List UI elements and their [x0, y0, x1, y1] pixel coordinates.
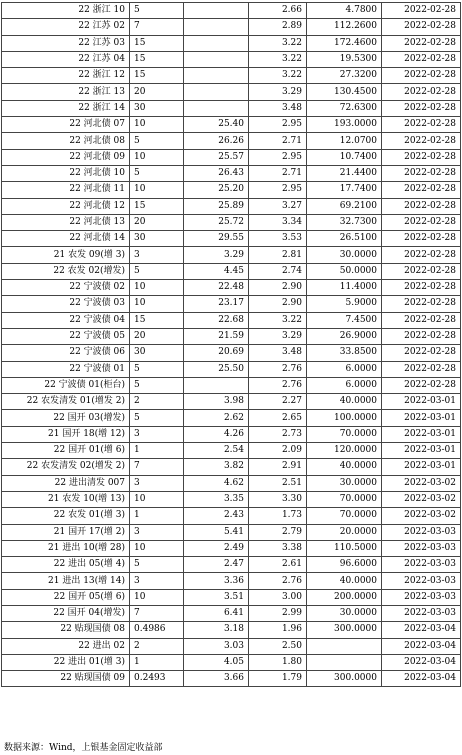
- rate-cell: 2.65: [249, 410, 307, 426]
- price-cell: 23.17: [184, 296, 249, 312]
- rate-cell: 2.71: [249, 133, 307, 149]
- price-cell: 22.48: [184, 280, 249, 296]
- amount-cell: 20.0000: [307, 524, 382, 540]
- bond-name-cell: 22 贴现国债 09: [2, 671, 130, 687]
- amount-cell: 26.5100: [307, 231, 382, 247]
- price-cell: 3.98: [184, 394, 249, 410]
- term-cell: 10: [130, 540, 184, 556]
- table-row: [2, 100, 461, 116]
- date-cell: 2022-02-28: [382, 84, 461, 100]
- term-cell: 10: [130, 117, 184, 133]
- bond-name-cell: 22 宁波债 01(柜台): [2, 377, 130, 393]
- table-row: [2, 312, 461, 328]
- price-cell: 3.35: [184, 491, 249, 507]
- date-cell: 2022-03-02: [382, 491, 461, 507]
- amount-cell: 26.9000: [307, 328, 382, 344]
- date-cell: 2022-02-28: [382, 51, 461, 67]
- rate-cell: 3.27: [249, 198, 307, 214]
- table-row: [2, 573, 461, 589]
- bond-name-cell: 21 国开 18(增 12): [2, 426, 130, 442]
- amount-cell: 300.0000: [307, 671, 382, 687]
- rate-cell: 2.61: [249, 557, 307, 573]
- date-cell: 2022-02-28: [382, 3, 461, 19]
- table-row: [2, 491, 461, 507]
- term-cell: 20: [130, 328, 184, 344]
- amount-cell: 200.0000: [307, 589, 382, 605]
- date-cell: 2022-03-04: [382, 622, 461, 638]
- bond-name-cell: 21 国开 17(增 2): [2, 524, 130, 540]
- price-cell: 4.45: [184, 263, 249, 279]
- term-cell: 3: [130, 426, 184, 442]
- table-row: [2, 214, 461, 230]
- rate-cell: 3.22: [249, 68, 307, 84]
- amount-cell: 110.5000: [307, 540, 382, 556]
- term-cell: 15: [130, 35, 184, 51]
- term-cell: 5: [130, 361, 184, 377]
- term-cell: 10: [130, 296, 184, 312]
- amount-cell: 40.0000: [307, 573, 382, 589]
- date-cell: 2022-02-28: [382, 100, 461, 116]
- date-cell: 2022-02-28: [382, 19, 461, 35]
- amount-cell: 96.6000: [307, 557, 382, 573]
- bond-name-cell: 22 浙江 13: [2, 84, 130, 100]
- bond-name-cell: 22 河北债 14: [2, 231, 130, 247]
- date-cell: 2022-03-04: [382, 654, 461, 670]
- price-cell: [184, 3, 249, 19]
- date-cell: 2022-03-03: [382, 540, 461, 556]
- bond-name-cell: 22 农发 01(增 3): [2, 508, 130, 524]
- table-row: [2, 133, 461, 149]
- term-cell: 30: [130, 231, 184, 247]
- rate-cell: 3.30: [249, 491, 307, 507]
- price-cell: 29.55: [184, 231, 249, 247]
- term-cell: 1: [130, 654, 184, 670]
- table-row: [2, 459, 461, 475]
- bond-name-cell: 22 进出 02: [2, 638, 130, 654]
- price-cell: 26.43: [184, 165, 249, 181]
- amount-cell: 300.0000: [307, 622, 382, 638]
- amount-cell: 40.0000: [307, 394, 382, 410]
- rate-cell: 1.80: [249, 654, 307, 670]
- table-row: [2, 247, 461, 263]
- bond-name-cell: 22 宁波债 02: [2, 280, 130, 296]
- term-cell: 1: [130, 508, 184, 524]
- term-cell: 2: [130, 638, 184, 654]
- bond-name-cell: 22 农发清发 02(增发 2): [2, 459, 130, 475]
- table-row: [2, 557, 461, 573]
- date-cell: 2022-02-28: [382, 231, 461, 247]
- term-cell: 5: [130, 557, 184, 573]
- rate-cell: 3.29: [249, 84, 307, 100]
- table-row: [2, 51, 461, 67]
- bond-name-cell: 22 河北债 11: [2, 182, 130, 198]
- amount-cell: 112.2600: [307, 19, 382, 35]
- amount-cell: 130.4500: [307, 84, 382, 100]
- price-cell: 2.47: [184, 557, 249, 573]
- date-cell: 2022-02-28: [382, 182, 461, 198]
- amount-cell: 33.8500: [307, 345, 382, 361]
- bond-name-cell: 22 江苏 04: [2, 51, 130, 67]
- bond-name-cell: 22 宁波债 03: [2, 296, 130, 312]
- date-cell: 2022-02-28: [382, 328, 461, 344]
- term-cell: 5: [130, 263, 184, 279]
- term-cell: 15: [130, 312, 184, 328]
- table-row: [2, 410, 461, 426]
- price-cell: 3.36: [184, 573, 249, 589]
- rate-cell: 3.22: [249, 35, 307, 51]
- price-cell: 26.26: [184, 133, 249, 149]
- price-cell: 3.82: [184, 459, 249, 475]
- date-cell: 2022-03-03: [382, 605, 461, 621]
- date-cell: 2022-03-04: [382, 671, 461, 687]
- term-cell: 15: [130, 51, 184, 67]
- amount-cell: 70.0000: [307, 491, 382, 507]
- price-cell: 25.57: [184, 149, 249, 165]
- rate-cell: 3.22: [249, 312, 307, 328]
- date-cell: 2022-03-01: [382, 394, 461, 410]
- amount-cell: 12.0700: [307, 133, 382, 149]
- term-cell: 10: [130, 149, 184, 165]
- date-cell: 2022-03-03: [382, 589, 461, 605]
- table-row: [2, 182, 461, 198]
- term-cell: 5: [130, 410, 184, 426]
- term-cell: 30: [130, 100, 184, 116]
- bond-name-cell: 22 浙江 10: [2, 3, 130, 19]
- table-row: [2, 605, 461, 621]
- rate-cell: 1.73: [249, 508, 307, 524]
- bond-name-cell: 22 宁波债 06: [2, 345, 130, 361]
- table-row: [2, 296, 461, 312]
- bond-name-cell: 22 河北债 07: [2, 117, 130, 133]
- amount-cell: 120.0000: [307, 443, 382, 459]
- date-cell: 2022-03-01: [382, 410, 461, 426]
- rate-cell: 2.79: [249, 524, 307, 540]
- rate-cell: 3.48: [249, 345, 307, 361]
- amount-cell: 17.7400: [307, 182, 382, 198]
- price-cell: 25.50: [184, 361, 249, 377]
- bond-name-cell: 21 农发 10(增 13): [2, 491, 130, 507]
- bond-name-cell: 22 浙江 14: [2, 100, 130, 116]
- table-row: [2, 524, 461, 540]
- rate-cell: 2.95: [249, 149, 307, 165]
- date-cell: 2022-02-28: [382, 214, 461, 230]
- price-cell: 22.68: [184, 312, 249, 328]
- term-cell: 5: [130, 377, 184, 393]
- date-cell: 2022-02-28: [382, 35, 461, 51]
- amount-cell: 69.2100: [307, 198, 382, 214]
- term-cell: 3: [130, 524, 184, 540]
- price-cell: 4.62: [184, 475, 249, 491]
- bond-name-cell: 22 江苏 02: [2, 19, 130, 35]
- term-cell: 15: [130, 198, 184, 214]
- bond-name-cell: 22 农发清发 01(增发 2): [2, 394, 130, 410]
- rate-cell: 2.73: [249, 426, 307, 442]
- amount-cell: 100.0000: [307, 410, 382, 426]
- table-row: [2, 117, 461, 133]
- term-cell: 10: [130, 280, 184, 296]
- table-row: [2, 263, 461, 279]
- amount-cell: 27.3200: [307, 68, 382, 84]
- term-cell: 7: [130, 605, 184, 621]
- rate-cell: 2.50: [249, 638, 307, 654]
- table-row: [2, 540, 461, 556]
- term-cell: 7: [130, 19, 184, 35]
- amount-cell: 5.9000: [307, 296, 382, 312]
- date-cell: 2022-02-28: [382, 68, 461, 84]
- term-cell: 15: [130, 68, 184, 84]
- date-cell: 2022-02-28: [382, 198, 461, 214]
- rate-cell: 2.99: [249, 605, 307, 621]
- price-cell: [184, 51, 249, 67]
- amount-cell: 6.0000: [307, 377, 382, 393]
- price-cell: [184, 68, 249, 84]
- date-cell: 2022-03-01: [382, 426, 461, 442]
- table-row: [2, 3, 461, 19]
- amount-cell: 50.0000: [307, 263, 382, 279]
- term-cell: 5: [130, 133, 184, 149]
- bond-name-cell: 21 农发 09(增 3): [2, 247, 130, 263]
- rate-cell: 2.90: [249, 280, 307, 296]
- price-cell: 4.26: [184, 426, 249, 442]
- bond-name-cell: 22 国开 05(增 6): [2, 589, 130, 605]
- amount-cell: 19.5300: [307, 51, 382, 67]
- date-cell: 2022-02-28: [382, 247, 461, 263]
- amount-cell: 4.7800: [307, 3, 382, 19]
- amount-cell: 32.7300: [307, 214, 382, 230]
- rate-cell: 2.76: [249, 361, 307, 377]
- table-row: [2, 328, 461, 344]
- date-cell: 2022-02-28: [382, 312, 461, 328]
- table-row: [2, 165, 461, 181]
- price-cell: 3.03: [184, 638, 249, 654]
- bond-issuance-table: [1, 2, 461, 687]
- rate-cell: 2.95: [249, 117, 307, 133]
- table-row: [2, 149, 461, 165]
- price-cell: [184, 100, 249, 116]
- date-cell: 2022-03-01: [382, 459, 461, 475]
- price-cell: 21.59: [184, 328, 249, 344]
- table-row: [2, 638, 461, 654]
- term-cell: 3: [130, 475, 184, 491]
- amount-cell: 21.4400: [307, 165, 382, 181]
- amount-cell: 172.4600: [307, 35, 382, 51]
- bond-name-cell: 22 河北债 10: [2, 165, 130, 181]
- date-cell: 2022-02-28: [382, 133, 461, 149]
- price-cell: 4.05: [184, 654, 249, 670]
- price-cell: 6.41: [184, 605, 249, 621]
- rate-cell: 2.51: [249, 475, 307, 491]
- amount-cell: 7.4500: [307, 312, 382, 328]
- table-row: [2, 84, 461, 100]
- price-cell: 20.69: [184, 345, 249, 361]
- bond-name-cell: 22 浙江 12: [2, 68, 130, 84]
- amount-cell: 10.7400: [307, 149, 382, 165]
- date-cell: 2022-02-28: [382, 361, 461, 377]
- bond-name-cell: 22 农发 02(增发): [2, 263, 130, 279]
- term-cell: 20: [130, 84, 184, 100]
- source-note: 数据来源：Wind，上银基金固定收益部: [4, 743, 163, 753]
- rate-cell: 3.34: [249, 214, 307, 230]
- term-cell: 5: [130, 3, 184, 19]
- date-cell: 2022-03-02: [382, 475, 461, 491]
- price-cell: 3.29: [184, 247, 249, 263]
- bond-name-cell: 21 进出 13(增 14): [2, 573, 130, 589]
- amount-cell: 193.0000: [307, 117, 382, 133]
- price-cell: 3.66: [184, 671, 249, 687]
- table-row: [2, 345, 461, 361]
- table-row: [2, 622, 461, 638]
- date-cell: 2022-02-28: [382, 117, 461, 133]
- rate-cell: 3.22: [249, 51, 307, 67]
- table-body: [2, 3, 461, 687]
- date-cell: 2022-03-02: [382, 508, 461, 524]
- term-cell: 10: [130, 182, 184, 198]
- bond-name-cell: 22 宁波债 05: [2, 328, 130, 344]
- bond-name-cell: 22 河北债 13: [2, 214, 130, 230]
- price-cell: 25.40: [184, 117, 249, 133]
- date-cell: 2022-02-28: [382, 280, 461, 296]
- rate-cell: 2.71: [249, 165, 307, 181]
- date-cell: 2022-03-01: [382, 443, 461, 459]
- bond-name-cell: 22 河北债 08: [2, 133, 130, 149]
- bond-name-cell: 22 进出 01(增 3): [2, 654, 130, 670]
- price-cell: [184, 377, 249, 393]
- table-row: [2, 589, 461, 605]
- rate-cell: 3.29: [249, 328, 307, 344]
- date-cell: 2022-02-28: [382, 165, 461, 181]
- term-cell: 2: [130, 394, 184, 410]
- amount-cell: 72.6300: [307, 100, 382, 116]
- table-row: [2, 426, 461, 442]
- rate-cell: 1.79: [249, 671, 307, 687]
- bond-name-cell: 22 河北债 09: [2, 149, 130, 165]
- price-cell: [184, 19, 249, 35]
- price-cell: [184, 35, 249, 51]
- term-cell: 10: [130, 491, 184, 507]
- bond-name-cell: 22 宁波债 01: [2, 361, 130, 377]
- price-cell: [184, 84, 249, 100]
- date-cell: 2022-02-28: [382, 149, 461, 165]
- amount-cell: 11.4000: [307, 280, 382, 296]
- bond-name-cell: 22 宁波债 04: [2, 312, 130, 328]
- price-cell: 25.20: [184, 182, 249, 198]
- price-cell: 25.89: [184, 198, 249, 214]
- bond-name-cell: 22 国开 03(增发): [2, 410, 130, 426]
- table-row: [2, 198, 461, 214]
- rate-cell: 1.96: [249, 622, 307, 638]
- date-cell: 2022-02-28: [382, 377, 461, 393]
- date-cell: 2022-03-03: [382, 557, 461, 573]
- rate-cell: 2.74: [249, 263, 307, 279]
- bond-name-cell: 22 江苏 03: [2, 35, 130, 51]
- rate-cell: 2.66: [249, 3, 307, 19]
- date-cell: 2022-03-03: [382, 573, 461, 589]
- price-cell: 25.72: [184, 214, 249, 230]
- amount-cell: [307, 654, 382, 670]
- date-cell: 2022-03-03: [382, 524, 461, 540]
- amount-cell: [307, 638, 382, 654]
- table-row: [2, 35, 461, 51]
- table-row: [2, 443, 461, 459]
- rate-cell: 2.27: [249, 394, 307, 410]
- price-cell: 2.62: [184, 410, 249, 426]
- bond-name-cell: 22 进出 05(增 4): [2, 557, 130, 573]
- amount-cell: 30.0000: [307, 247, 382, 263]
- table-row: [2, 671, 461, 687]
- price-cell: 2.54: [184, 443, 249, 459]
- bond-name-cell: 21 进出 10(增 28): [2, 540, 130, 556]
- bond-name-cell: 22 进出清发 007: [2, 475, 130, 491]
- term-cell: 0.4986: [130, 622, 184, 638]
- term-cell: 10: [130, 589, 184, 605]
- price-cell: 2.43: [184, 508, 249, 524]
- table-row: [2, 508, 461, 524]
- price-cell: 3.51: [184, 589, 249, 605]
- term-cell: 5: [130, 165, 184, 181]
- rate-cell: 2.76: [249, 573, 307, 589]
- rate-cell: 3.53: [249, 231, 307, 247]
- price-cell: 5.41: [184, 524, 249, 540]
- date-cell: 2022-03-04: [382, 638, 461, 654]
- rate-cell: 2.90: [249, 296, 307, 312]
- table-row: [2, 280, 461, 296]
- term-cell: 7: [130, 459, 184, 475]
- bond-name-cell: 22 河北债 12: [2, 198, 130, 214]
- rate-cell: 2.81: [249, 247, 307, 263]
- rate-cell: 3.48: [249, 100, 307, 116]
- term-cell: 20: [130, 214, 184, 230]
- table-row: [2, 231, 461, 247]
- amount-cell: 70.0000: [307, 508, 382, 524]
- rate-cell: 2.09: [249, 443, 307, 459]
- amount-cell: 30.0000: [307, 475, 382, 491]
- term-cell: 3: [130, 247, 184, 263]
- bond-name-cell: 22 贴现国债 08: [2, 622, 130, 638]
- price-cell: 2.49: [184, 540, 249, 556]
- date-cell: 2022-02-28: [382, 296, 461, 312]
- table-row: [2, 68, 461, 84]
- table-row: [2, 19, 461, 35]
- table-row: [2, 654, 461, 670]
- table-row: [2, 377, 461, 393]
- table-row: [2, 475, 461, 491]
- rate-cell: 3.38: [249, 540, 307, 556]
- date-cell: 2022-02-28: [382, 263, 461, 279]
- term-cell: 0.2493: [130, 671, 184, 687]
- term-cell: 30: [130, 345, 184, 361]
- bond-name-cell: 22 国开 04(增发): [2, 605, 130, 621]
- amount-cell: 40.0000: [307, 459, 382, 475]
- price-cell: 3.18: [184, 622, 249, 638]
- term-cell: 3: [130, 573, 184, 589]
- amount-cell: 70.0000: [307, 426, 382, 442]
- table-row: [2, 394, 461, 410]
- term-cell: 1: [130, 443, 184, 459]
- table-row: [2, 361, 461, 377]
- rate-cell: 2.89: [249, 19, 307, 35]
- date-cell: 2022-02-28: [382, 345, 461, 361]
- amount-cell: 6.0000: [307, 361, 382, 377]
- rate-cell: 3.00: [249, 589, 307, 605]
- bond-name-cell: 22 国开 01(增 6): [2, 443, 130, 459]
- amount-cell: 30.0000: [307, 605, 382, 621]
- rate-cell: 2.91: [249, 459, 307, 475]
- rate-cell: 2.76: [249, 377, 307, 393]
- rate-cell: 2.95: [249, 182, 307, 198]
